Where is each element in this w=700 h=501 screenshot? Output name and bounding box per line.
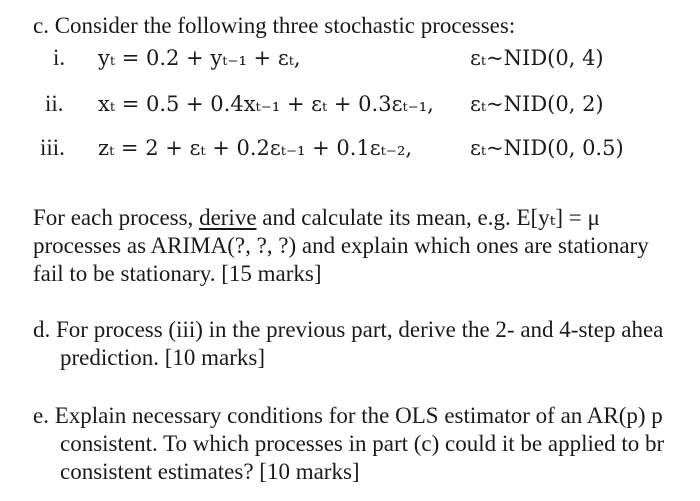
part-e-line1: e. Explain necessary conditions for the OLS estimator of an AR(p) p	[33, 403, 663, 428]
item-i-equation: yₜ = 0.2 + yₜ₋₁ + εₜ,	[98, 46, 301, 70]
part-c-task-line2: processes as ARIMA(?, ?, ?) and explain which ones are stationary	[33, 233, 649, 258]
part-d-line2: prediction. [10 marks]	[60, 345, 266, 370]
item-i-noise: εₜ~NID(0, 4)	[470, 46, 604, 70]
part-e-line3: consistent estimates? [10 marks]	[60, 459, 360, 484]
part-c-task-line3: fail to be stationary. [15 marks]	[33, 261, 322, 286]
task-text-pre: For each process,	[33, 205, 200, 230]
item-ii-noise: εₜ~NID(0, 2)	[470, 92, 604, 116]
item-iii-label: iii.	[40, 135, 65, 160]
item-ii-label: ii.	[45, 91, 64, 116]
part-d-line1: d. For process (iii) in the previous part, derive the 2- and 4-step ahea	[33, 317, 664, 342]
part-c-heading: c. Consider the following three stochastic processes:	[33, 13, 516, 38]
part-c-task-line1	[33, 204, 600, 232]
task-derive-underlined: derive	[199, 205, 257, 230]
task-text-post: and calculate its mean, e.g. E[yₜ] = μ	[256, 205, 600, 230]
item-ii-equation: xₜ = 0.5 + 0.4xₜ₋₁ + εₜ + 0.3εₜ₋₁,	[98, 92, 434, 116]
part-e-line2: consistent. To which processes in part (c) could it be applied to br	[60, 431, 665, 456]
item-iii-equation: zₜ = 2 + εₜ + 0.2εₜ₋₁ + 0.1εₜ₋₂,	[98, 136, 413, 160]
item-i-label: i.	[53, 45, 66, 70]
item-iii-noise: εₜ~NID(0, 0.5)	[470, 136, 624, 160]
